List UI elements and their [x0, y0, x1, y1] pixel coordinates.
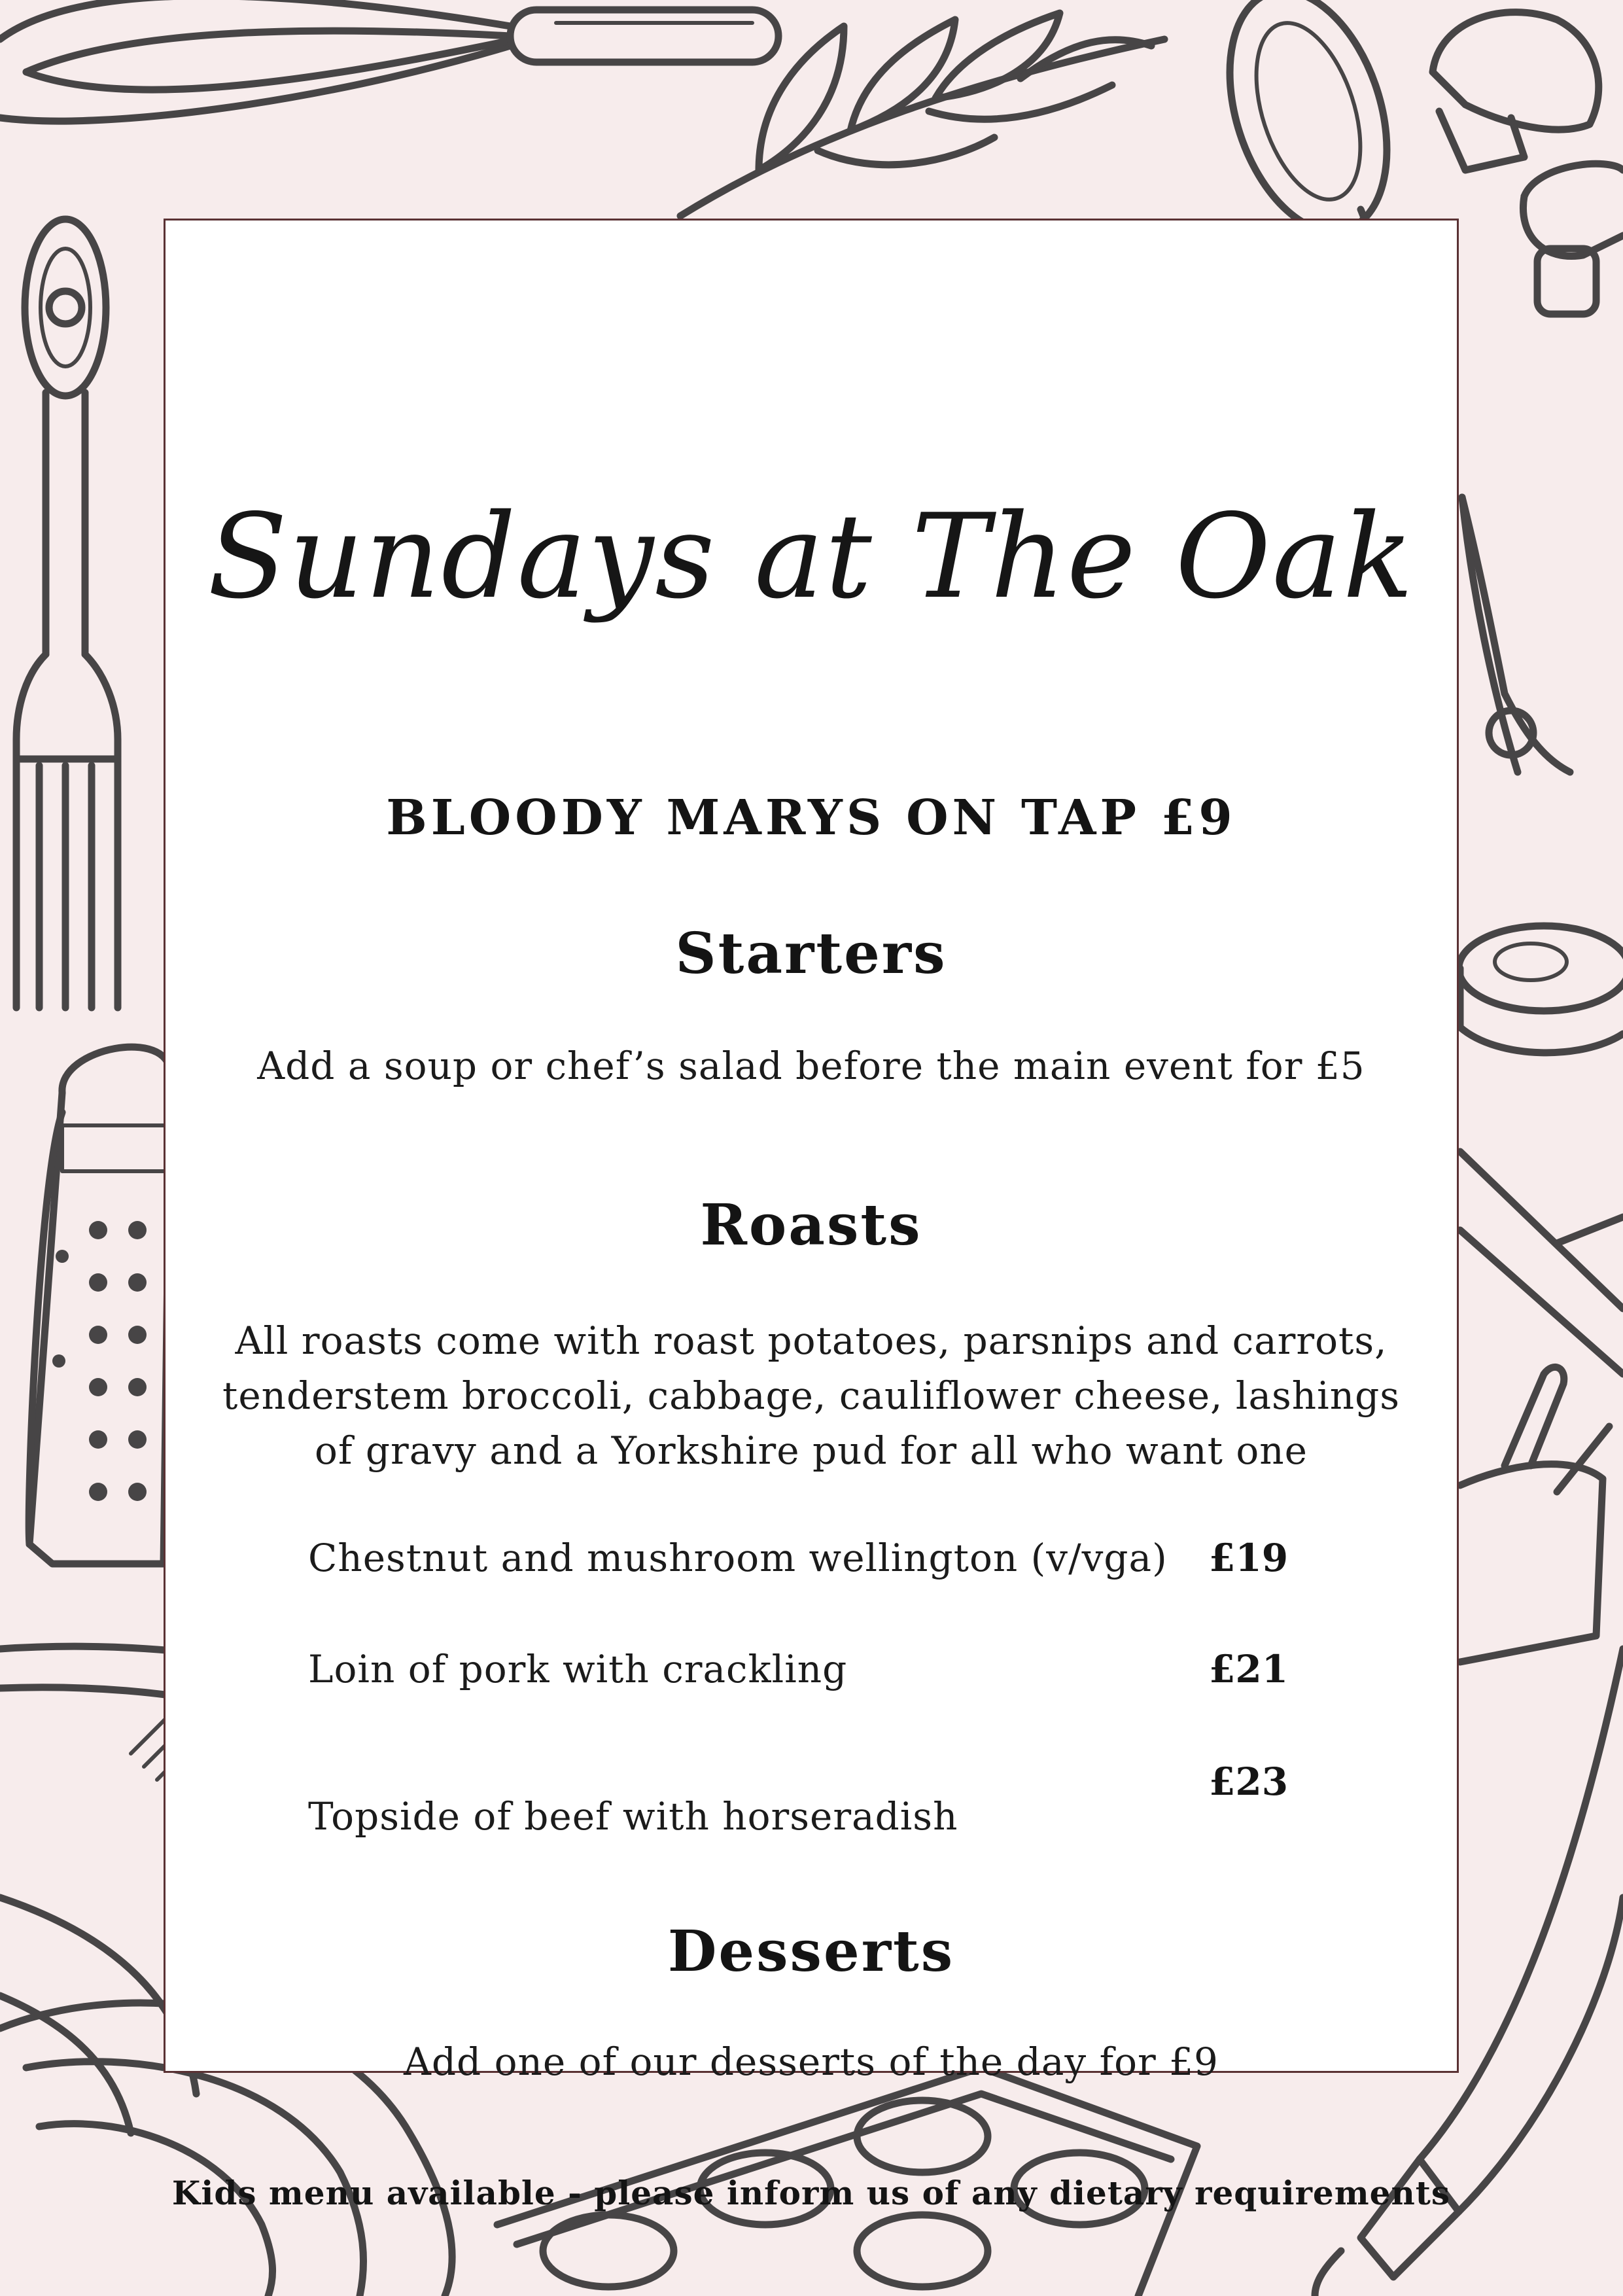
roasts-heading: Roasts	[700, 1192, 922, 1258]
whisk-icon	[0, 0, 778, 121]
grater-holes	[52, 1221, 147, 1501]
menu-item-price: £21	[1209, 1647, 1289, 1691]
menu-card	[164, 219, 1459, 2212]
desserts-heading: Desserts	[667, 1918, 955, 1985]
dietary-footer-note: Kids menu available - please inform us of any dietary requirements	[171, 2174, 1451, 2212]
butter-dish-icon	[1459, 926, 1623, 1053]
roasts-description-line: tenderstem broccoli, cabbage, cauliflower cheese, lashings	[222, 1373, 1400, 1418]
roasts-description-line: of gravy and a Yorkshire pud for all who want one	[315, 1428, 1308, 1473]
mushroom-icon	[1433, 12, 1623, 314]
ornate-spoon-handle-icon	[1462, 497, 1570, 772]
menu-item-price: £19	[1209, 1536, 1289, 1580]
menu-item-name: Loin of pork with crackling	[308, 1647, 848, 1691]
saucepan-icon	[1460, 1367, 1609, 1662]
menu-item-name: Chestnut and mushroom wellington (v/vga)	[308, 1536, 1168, 1580]
rosemary-sprig-icon	[680, 13, 1164, 216]
menu-title: Sundays at The Oak	[207, 489, 1415, 624]
starters-description: Add a soup or chef’s salad before the main event for £5	[257, 1044, 1365, 1088]
menu-item-price: £23	[1209, 1759, 1289, 1804]
menu-item-name: Topside of beef with horseradish	[308, 1794, 958, 1839]
cutting-board-icon	[1460, 1152, 1623, 1374]
roasts-description-line: All roasts come with roast potatoes, parsnips and carrots,	[235, 1318, 1387, 1363]
fork-icon	[16, 219, 118, 1008]
desserts-description: Add one of our desserts of the day for £9	[404, 2040, 1219, 2084]
promo-banner: BLOODY MARYS ON TAP £9	[386, 790, 1236, 846]
starters-heading: Starters	[675, 921, 947, 987]
